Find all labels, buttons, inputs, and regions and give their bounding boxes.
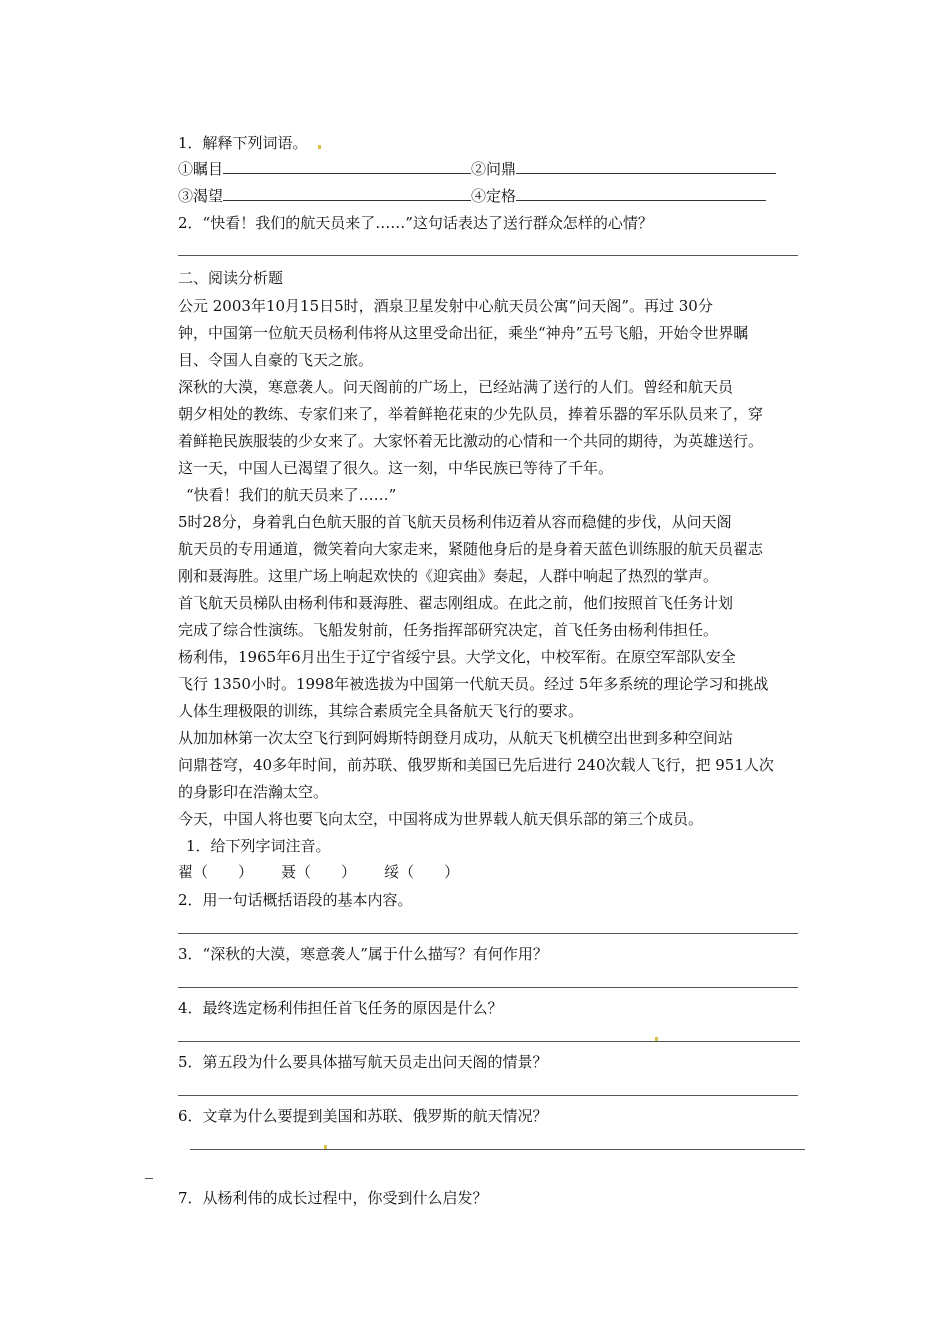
vocab-row-2 (178, 186, 766, 206)
question-7: 7．从杨利伟的成长过程中，你受到什么启发？ (178, 1189, 488, 1207)
question-2-summary: 2．用一句话概括语段的基本内容。 (178, 891, 413, 909)
paragraph-1-line: 公元 2003年10月15日5时，酒泉卫星发射中心航天员公寓“问天阁”。再过 30分 (178, 297, 713, 315)
vocab-row-1 (178, 159, 776, 179)
pinyin-row (178, 862, 459, 882)
answer-line[interactable] (178, 933, 798, 934)
answer-line[interactable] (178, 1095, 798, 1096)
paragraph-7-line: 飞行 1350小时。1998年被选拔为中国第一代航天员。经过 5年多系统的理论学习和挑战 (178, 675, 769, 693)
paragraph-8-line: 的身影印在浩瀚太空。 (178, 783, 329, 801)
paragraph-5-line: 刚和聂海胜。这里广场上响起欢快的《迎宾曲》奏起，人群中响起了热烈的掌声。 (178, 567, 719, 585)
answer-line[interactable] (178, 255, 798, 256)
vocab-word-3: ③渴望 (178, 187, 224, 205)
paragraph-3: 这一天，中国人已渴望了很久。这一刻，中华民族已等待了千年。 (178, 459, 614, 477)
question-4: 4．最终选定杨利伟担任首飞任务的原因是什么？ (178, 999, 503, 1017)
pinyin-char-2: 聂（ (281, 863, 312, 881)
answer-blank[interactable] (223, 186, 471, 201)
paragraph-8-line: 问鼎苍穹，40多年时间，前苏联、俄罗斯和美国已先后进行 240次载人飞行，把 951人次 (178, 756, 774, 774)
paragraph-7-line: 人体生理极限的训练，其综合素质完全具备航天飞行的要求。 (178, 702, 584, 720)
question-6: 6．文章为什么要提到美国和苏联、俄罗斯的航天情况？ (178, 1107, 548, 1125)
pinyin-close: ） (238, 863, 254, 881)
paragraph-2-line: 朝夕相处的教练、专家们来了，举着鲜艳花束的少先队员，捧着乐器的军乐队员来了，穿 (178, 405, 764, 423)
question-1-title: 1．解释下列词语。 (178, 134, 308, 152)
paragraph-4: “快看！我们的航天员来了……” (186, 486, 397, 504)
paragraph-6-line: 完成了综合性演练。飞船发射前，任务指挥部研究决定，首飞任务由杨利伟担任。 (178, 621, 719, 639)
paragraph-2-line: 着鲜艳民族服装的少女来了。大家怀着无比激动的心情和一个共同的期待，为英雄送行。 (178, 432, 764, 450)
pinyin-char-1: 翟（ (178, 863, 209, 881)
pinyin-char-3: 绥（ (384, 863, 415, 881)
vocab-word-2: ②问鼎 (471, 160, 517, 178)
question-5: 5．第五段为什么要具体描写航天员走出问天阁的情景？ (178, 1053, 548, 1071)
paragraph-1-line: 目、令国人自豪的飞天之旅。 (178, 351, 374, 369)
question-1-pinyin: 1．给下列字词注音。 (186, 837, 331, 855)
paragraph-5-line: 5时28分，身着乳白色航天服的首飞航天员杨利伟迈着从容而稳健的步伐，从问天阁 (178, 513, 732, 531)
question-2: 2．“快看！我们的航天员来了……”这句话表达了送行群众怎样的心情？ (178, 214, 653, 232)
paragraph-1-line: 钟，中国第一位航天员杨利伟将从这里受命出征，乘坐“神舟”五号飞船，开始令世界瞩 (178, 324, 749, 342)
answer-blank[interactable] (516, 186, 766, 201)
answer-blank[interactable] (223, 159, 471, 174)
speck (324, 1145, 327, 1149)
paragraph-8-line: 从加加林第一次太空飞行到阿姆斯特朗登月成功，从航天飞机横空出世到多种空间站 (178, 729, 734, 747)
paragraph-9: 今天，中国人将也要飞向太空，中国将成为世界载人航天俱乐部的第三个成员。 (178, 810, 704, 828)
answer-line[interactable] (178, 987, 798, 988)
vocab-word-1: ①瞩目 (178, 160, 224, 178)
speck (655, 1037, 658, 1041)
answer-line[interactable] (178, 1041, 800, 1042)
question-3: 3．“深秋的大漠，寒意袭人”属于什么描写？有何作用？ (178, 945, 548, 963)
pinyin-close: ） (341, 863, 357, 881)
paragraph-7-line: 杨利伟，1965年6月出生于辽宁省绥宁县。大学文化，中校军衔。在原空军部队安全 (178, 648, 736, 666)
stray-dash (145, 1178, 153, 1179)
answer-blank[interactable] (516, 159, 776, 174)
vocab-word-4: ④定格 (471, 187, 517, 205)
paragraph-2-line: 深秋的大漠，寒意袭人。问天阁前的广场上，已经站满了送行的人们。曾经和航天员 (178, 378, 734, 396)
section-heading: 二、阅读分析题 (178, 269, 284, 287)
paragraph-6-line: 首飞航天员梯队由杨利伟和聂海胜、翟志刚组成。在此之前，他们按照首飞任务计划 (178, 594, 734, 612)
answer-line[interactable] (190, 1149, 805, 1150)
paragraph-5-line: 航天员的专用通道，微笑着向大家走来，紧随他身后的是身着天蓝色训练服的航天员翟志 (178, 540, 764, 558)
pinyin-close: ） (444, 863, 460, 881)
speck (318, 145, 321, 149)
